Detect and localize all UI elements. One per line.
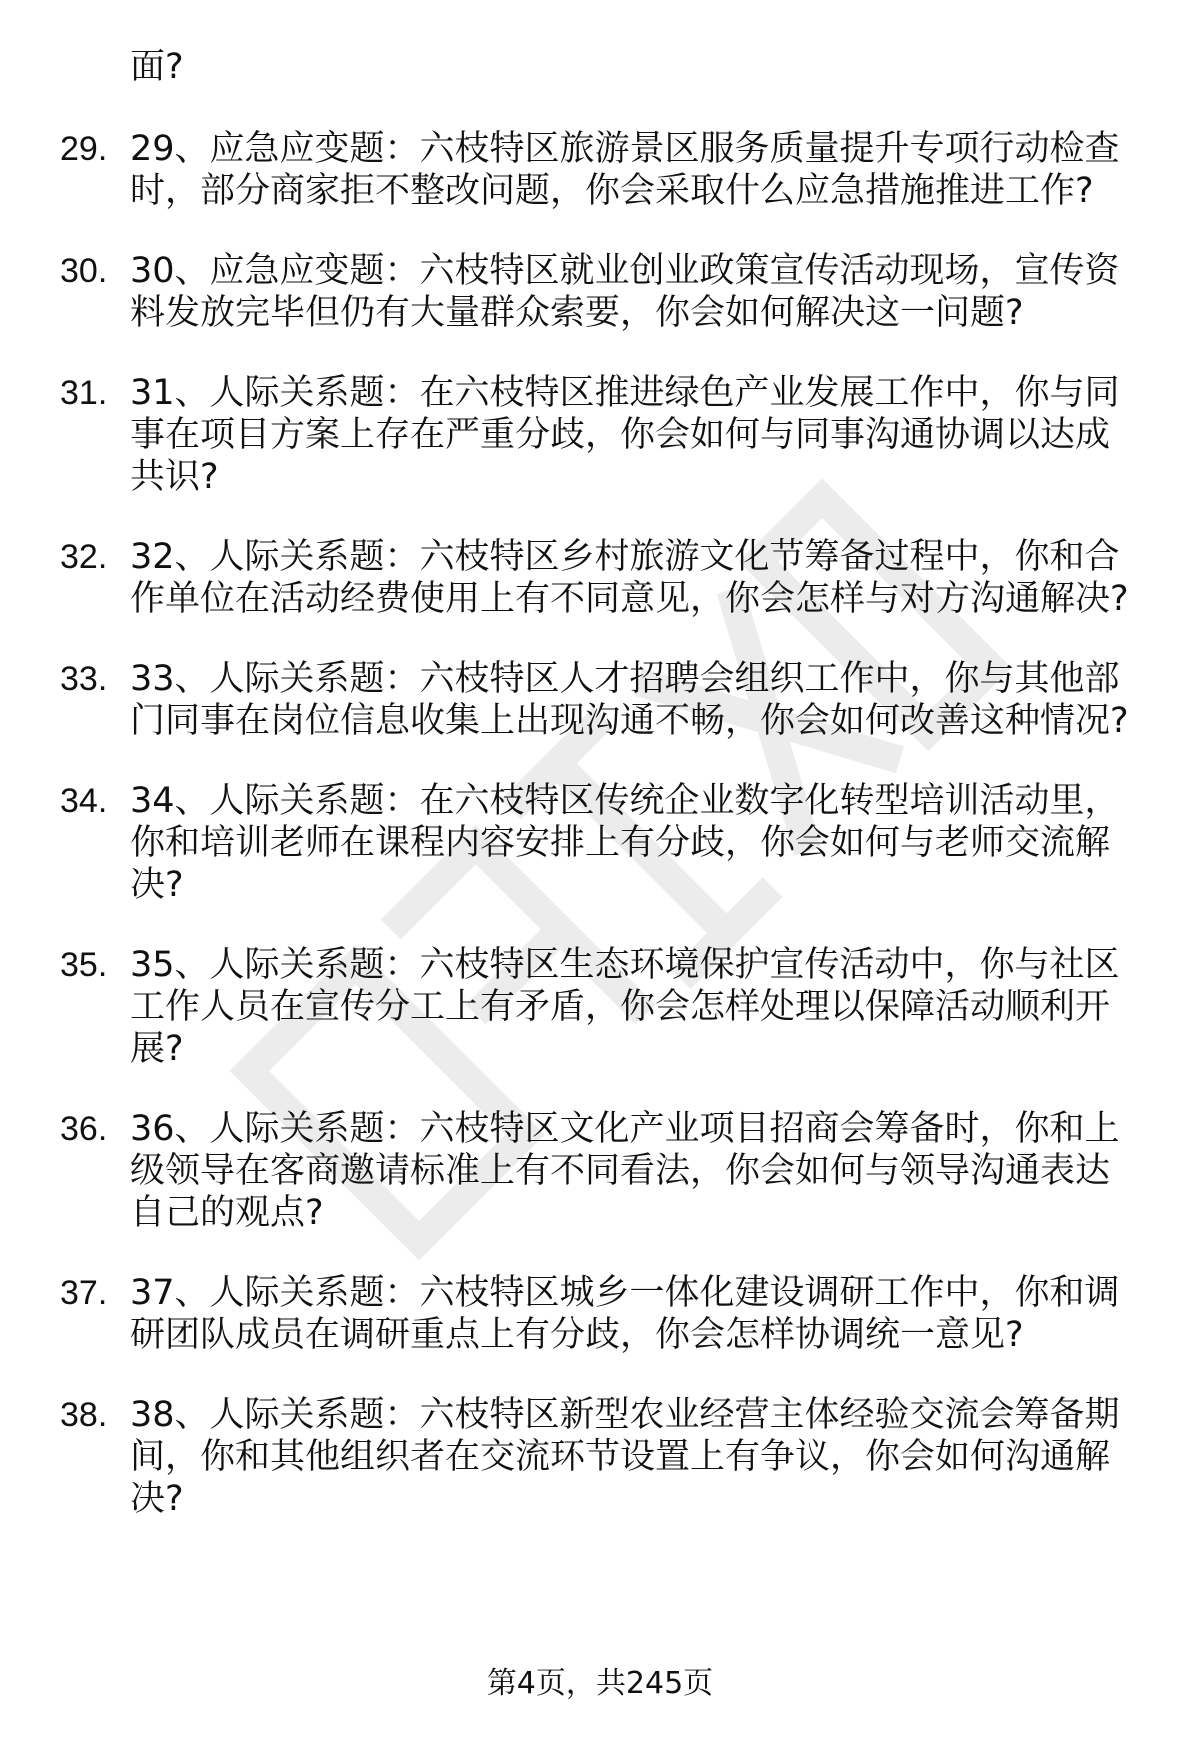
question-list xyxy=(60,46,1140,1558)
question-text: 35、人际关系题：六枝特区生态环境保护宣传活动中，你与社区工作人员在宣传分工上有矛盾，你会怎样处理以保障活动顺利开展? xyxy=(130,945,1120,1069)
question-text: 30、应急应变题：六枝特区就业创业政策宣传活动现场，宣传资料发放完毕但仍有大量群众索要，你会如何解决这一问题? xyxy=(130,251,1120,333)
question-text: 37、人际关系题：六枝特区城乡一体化建设调研工作中，你和调研团队成员在调研重点上有分歧，你会怎样协调统一意见? xyxy=(130,1273,1120,1355)
question-item xyxy=(60,536,1140,620)
question-item xyxy=(60,658,1140,742)
question-number: 31. xyxy=(60,374,108,412)
question-text: 29、应急应变题：六枝特区旅游景区服务质量提升专项行动检查时，部分商家拒不整改问题，你会采取什么应急措施推进工作? xyxy=(130,129,1120,211)
question-number: 33. xyxy=(60,660,108,698)
question-item xyxy=(60,780,1140,906)
question-item xyxy=(60,1394,1140,1520)
question-number: 36. xyxy=(60,1110,108,1148)
question-item xyxy=(60,1272,1140,1356)
question-number: 29. xyxy=(60,130,108,168)
question-number: 32. xyxy=(60,538,108,576)
question-text: 34、人际关系题：在六枝特区传统企业数字化转型培训活动里，你和培训老师在课程内容安排上有分歧，你会如何与老师交流解决? xyxy=(130,781,1120,905)
question-item xyxy=(60,372,1140,498)
question-text: 31、人际关系题：在六枝特区推进绿色产业发展工作中，你与同事在项目方案上存在严重分歧，你会如何与同事沟通协调以达成共识? xyxy=(130,373,1120,497)
question-number: 37. xyxy=(60,1274,108,1312)
question-number: 30. xyxy=(60,252,108,290)
question-text: 38、人际关系题：六枝特区新型农业经营主体经验交流会筹备期间，你和其他组织者在交流环节设置上有争议，你会如何沟通解决? xyxy=(130,1395,1120,1519)
question-item xyxy=(60,944,1140,1070)
question-item xyxy=(60,1108,1140,1234)
question-text: 32、人际关系题：六枝特区乡村旅游文化节筹备过程中，你和合作单位在活动经费使用上有不同意见，你会怎样与对方沟通解决? xyxy=(130,537,1129,619)
page-footer: 第4页，共245页 xyxy=(486,1666,714,1701)
question-text: 33、人际关系题：六枝特区人才招聘会组织工作中，你与其他部门同事在岗位信息收集上出现沟通不畅，你会如何改善这种情况? xyxy=(130,659,1129,741)
question-number: 34. xyxy=(60,782,108,820)
question-text: 36、人际关系题：六枝特区文化产业项目招商会筹备时，你和上级领导在客商邀请标准上有不同看法，你会如何与领导沟通表达自己的观点? xyxy=(130,1109,1120,1233)
question-number: 38. xyxy=(60,1396,108,1434)
question-item xyxy=(60,250,1140,334)
question-item xyxy=(60,128,1140,212)
question-number: 35. xyxy=(60,946,108,984)
continued-text: 面? xyxy=(130,47,184,87)
